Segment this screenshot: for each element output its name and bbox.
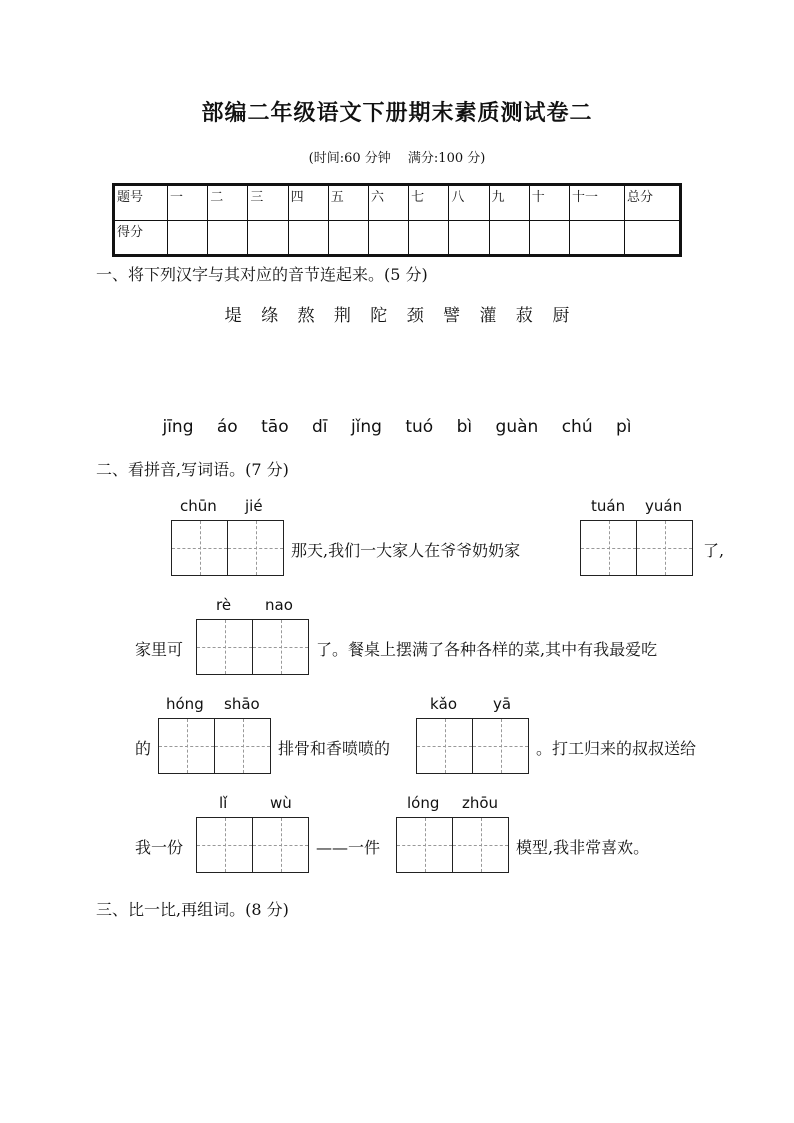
pinyin-label: tuán <box>591 497 626 515</box>
page-title: 部编二年级语文下册期末素质测试卷二 <box>201 100 593 126</box>
score-cell[interactable] <box>529 220 569 256</box>
pinyin-label: lǐ <box>219 794 228 812</box>
hanzi[interactable]: 绦 <box>261 306 279 326</box>
writing-box[interactable] <box>396 817 509 873</box>
hanzi[interactable]: 陀 <box>370 306 388 326</box>
pinyin-label: zhōu <box>462 794 499 812</box>
table-cell: 五 <box>328 185 368 221</box>
table-row <box>114 185 681 221</box>
table-cell: 三 <box>248 185 288 221</box>
hanzi[interactable]: 菽 <box>515 306 533 326</box>
section-heading: 一、将下列汉字与其对应的音节连起来。(5 分) <box>96 265 428 284</box>
sentence-text: 我一份 <box>135 838 184 857</box>
pinyin-label: shāo <box>224 695 260 713</box>
table-cell: 四 <box>288 185 328 221</box>
pinyin[interactable]: tāo <box>261 417 289 437</box>
pinyin[interactable]: pì <box>616 417 632 437</box>
writing-box[interactable] <box>196 817 309 873</box>
score-cell[interactable] <box>449 220 489 256</box>
pinyin-label: hóng <box>166 695 204 713</box>
score-cell[interactable] <box>168 220 208 256</box>
section-heading: 三、比一比,再组词。(8 分) <box>96 900 289 919</box>
hanzi[interactable]: 譬 <box>443 306 461 326</box>
table-cell: 八 <box>449 185 489 221</box>
table-cell: 六 <box>368 185 408 221</box>
score-table <box>112 183 682 257</box>
pinyin-label: yuán <box>645 497 683 515</box>
pinyin[interactable]: dī <box>312 417 328 437</box>
hanzi[interactable]: 荆 <box>333 306 351 326</box>
score-cell[interactable] <box>328 220 368 256</box>
pinyin[interactable]: bì <box>456 417 473 437</box>
pinyin-label: jié <box>245 497 263 515</box>
table-cell: 总分 <box>625 185 681 221</box>
pinyin[interactable]: guàn <box>495 417 539 437</box>
table-row <box>114 220 681 256</box>
table-cell: 一 <box>168 185 208 221</box>
score-cell[interactable] <box>409 220 449 256</box>
pinyin-label: yā <box>493 695 512 713</box>
sentence-text: ——一件 <box>316 838 381 857</box>
pinyin-label: rè <box>216 596 232 614</box>
sentence-text: 。打工归来的叔叔送给 <box>536 739 697 758</box>
pinyin-label: lóng <box>407 794 440 812</box>
table-cell: 七 <box>409 185 449 221</box>
writing-box[interactable] <box>416 718 529 774</box>
hanzi[interactable]: 灌 <box>479 306 497 326</box>
pinyin[interactable]: jīng <box>162 417 194 437</box>
table-cell: 九 <box>489 185 529 221</box>
sentence-text: 了, <box>703 541 725 560</box>
table-cell: 得分 <box>114 220 168 256</box>
sentence-text: 家里可 <box>135 640 184 659</box>
writing-box[interactable] <box>580 520 693 576</box>
writing-box[interactable] <box>196 619 309 675</box>
score-cell[interactable] <box>570 220 625 256</box>
sentence-text: 排骨和香喷喷的 <box>278 739 391 758</box>
writing-box[interactable] <box>158 718 271 774</box>
character-row <box>0 301 794 326</box>
sentence-text: 那天,我们一大家人在爷爷奶奶家 <box>291 541 521 560</box>
sentence-text: 的 <box>135 739 152 758</box>
section-heading: 二、看拼音,写词语。(7 分) <box>96 460 289 479</box>
hanzi[interactable]: 熬 <box>297 306 315 326</box>
score-cell[interactable] <box>368 220 408 256</box>
pinyin-label: nao <box>265 596 293 614</box>
score-cell[interactable] <box>489 220 529 256</box>
pinyin[interactable]: áo <box>216 417 238 437</box>
hanzi[interactable]: 颈 <box>406 306 424 326</box>
hanzi[interactable]: 堤 <box>224 306 242 326</box>
table-cell: 十一 <box>570 185 625 221</box>
pinyin[interactable]: tuó <box>405 417 434 437</box>
score-cell[interactable] <box>208 220 248 256</box>
table-cell: 十 <box>529 185 569 221</box>
pinyin-label: wù <box>270 794 292 812</box>
pinyin-label: chūn <box>180 497 217 515</box>
exam-info: (时间:60 分钟 满分:100 分) <box>308 151 486 166</box>
hanzi[interactable]: 厨 <box>552 306 570 326</box>
sentence-text: 了。餐桌上摆满了各种各样的菜,其中有我最爱吃 <box>316 640 658 659</box>
pinyin-row <box>0 417 794 437</box>
pinyin-label: kǎo <box>430 695 458 713</box>
pinyin[interactable]: chú <box>561 417 593 437</box>
score-cell[interactable] <box>625 220 681 256</box>
pinyin[interactable]: jǐng <box>350 417 382 437</box>
table-cell: 题号 <box>114 185 168 221</box>
table-cell: 二 <box>208 185 248 221</box>
score-cell[interactable] <box>248 220 288 256</box>
writing-box[interactable] <box>171 520 284 576</box>
sentence-text: 模型,我非常喜欢。 <box>516 838 650 857</box>
score-cell[interactable] <box>288 220 328 256</box>
